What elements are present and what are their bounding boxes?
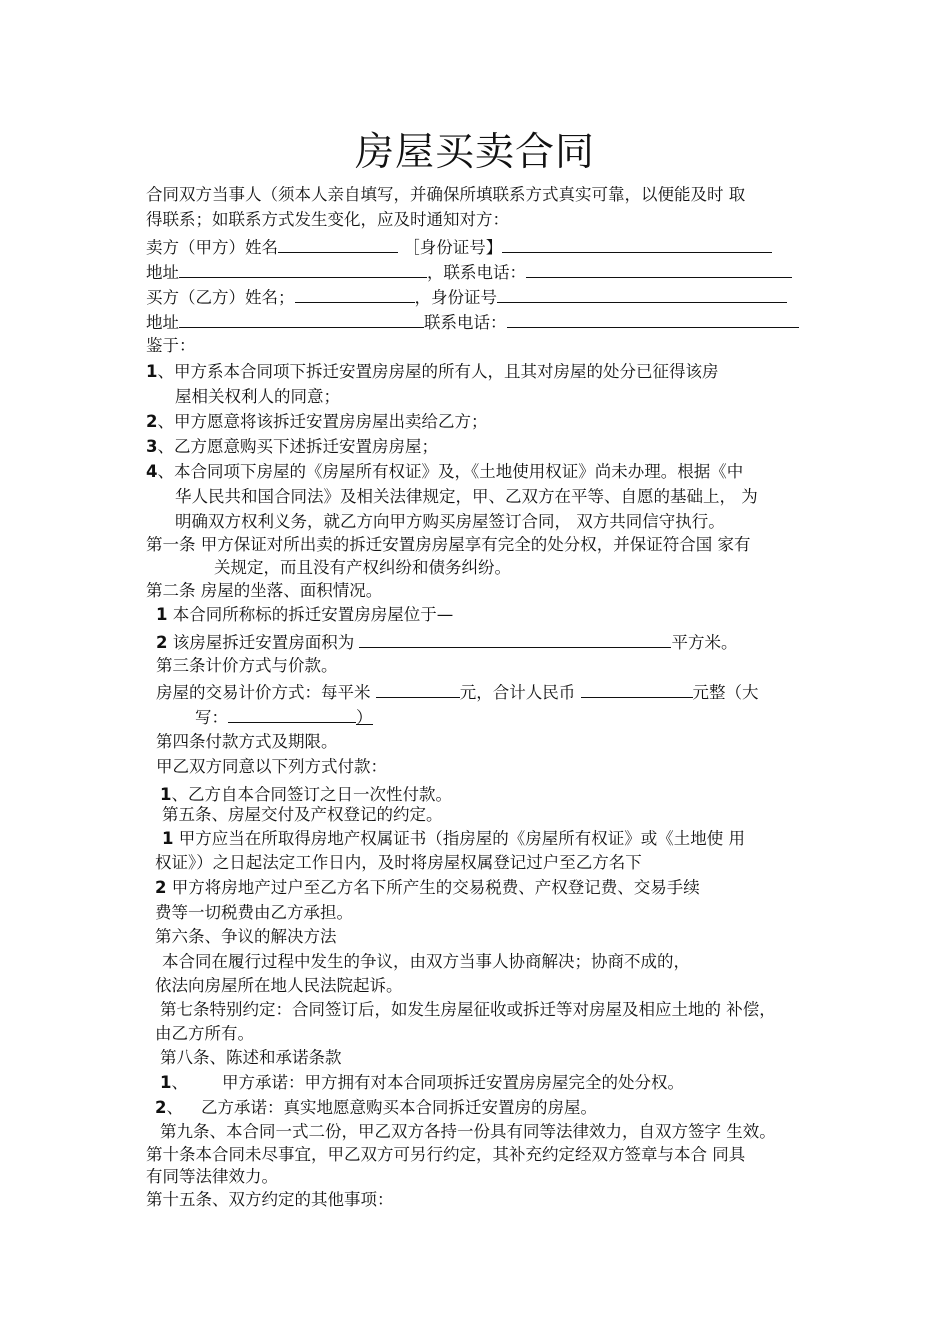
- article-5-item-1: [162, 828, 745, 850]
- whereas-item-2: [146, 411, 487, 433]
- item-text: 、甲方愿意将该拆迁安置房房屋出卖给乙方；: [157, 412, 488, 431]
- phone-label: 联系电话：: [424, 313, 507, 332]
- item-number: 4: [146, 462, 158, 481]
- article-2: 第二条 房屋的坐落、面积情况。: [146, 581, 383, 600]
- seller-name-label: 卖方（甲方）姓名: [146, 238, 278, 257]
- whereas-item-1-cont: 屋相关权利人的同意；: [175, 387, 340, 406]
- item-text: 该房屋拆迁安置房面积为: [172, 633, 355, 652]
- seller-phone-field[interactable]: [526, 260, 792, 278]
- item-number: 1: [156, 605, 168, 624]
- item-number: 2: [155, 1098, 167, 1117]
- intro-line-2: 得联系；如联系方式发生变化，应及时通知对方：: [146, 210, 509, 229]
- item-text: 甲方将房地产过户至乙方名下所产生的交易税费、产权登记费、交易手续: [171, 878, 700, 897]
- contract-title: 房屋买卖合同: [354, 130, 595, 175]
- item-number: 1: [146, 362, 158, 381]
- article-1: 第一条 甲方保证对所出卖的拆迁安置房房屋享有完全的处分权，并保证符合国 家有: [146, 535, 751, 554]
- area-field[interactable]: [359, 630, 671, 648]
- whereas-heading: 鉴于：: [146, 336, 196, 355]
- item-text: 乙方承诺：真实地愿意购买本合同拆迁安置房的房屋。: [200, 1098, 597, 1117]
- seller-address-line: [146, 260, 792, 284]
- item-sep: 、: [171, 1073, 188, 1092]
- capital-amount-field[interactable]: [228, 705, 356, 723]
- article-5-item-1-cont: 权证》）之日起法定工作日内，及时将房屋权属登记过户至乙方名下: [155, 853, 642, 872]
- article-5-item-2-cont: 费等一切税费由乙方承担。: [155, 903, 353, 922]
- item-number: 1: [162, 829, 174, 848]
- article-5: 第五条、房屋交付及产权登记的约定。: [162, 805, 443, 824]
- total-suffix: 元整（大: [692, 683, 759, 702]
- item-sep: 、: [166, 1098, 183, 1117]
- item-number: 2: [146, 412, 158, 431]
- buyer-line: [146, 285, 787, 309]
- article-3-price-line: [156, 680, 759, 704]
- article-8-item-2: [155, 1097, 597, 1119]
- item-number: 1: [160, 1073, 172, 1092]
- article-4-item-1: [160, 784, 452, 806]
- item-text: 本合同所称标的拆迁安置房房屋位于—: [172, 605, 454, 624]
- article-5-item-2: [155, 877, 700, 899]
- article-8: 第八条、陈述和承诺条款: [160, 1048, 342, 1067]
- article-3: 第三条计价方式与价款。: [156, 656, 338, 675]
- buyer-id-label: ，身份证号: [414, 288, 497, 307]
- seller-address-field[interactable]: [179, 260, 427, 278]
- item-text: 、本合同项下房屋的《房屋所有权证》及，《土地使用权证》尚未办理。根据《中: [157, 462, 744, 481]
- article-2-item-2: [156, 630, 737, 654]
- article-10: 第十条本合同未尽事宜，甲乙双方可另行约定，其补充约定经双方签章与本合 同具: [146, 1145, 746, 1164]
- total-label: 元，合计人民币: [459, 683, 576, 702]
- unit-price-field[interactable]: [376, 680, 460, 698]
- item-text: 、甲方系本合同项下拆迁安置房房屋的所有人，且其对房屋的处分已征得该房: [157, 362, 719, 381]
- item-text: 、乙方愿意购买下述拆迁安置房房屋；: [157, 437, 438, 456]
- article-4: 第四条付款方式及期限。: [156, 732, 338, 751]
- item-number: 3: [146, 437, 158, 456]
- article-10-cont: 有同等法律效力。: [146, 1167, 278, 1186]
- buyer-name-field[interactable]: [295, 285, 415, 303]
- item-text: 甲方承诺：甲方拥有对本合同项拆迁安置房房屋完全的处分权。: [221, 1073, 684, 1092]
- item-text: 、乙方自本合同签订之日一次性付款。: [171, 785, 452, 804]
- whereas-item-3: [146, 436, 438, 458]
- buyer-phone-field[interactable]: [507, 310, 799, 328]
- article-7-cont: 由乙方所有。: [155, 1024, 254, 1043]
- item-text: 甲方应当在所取得房地产权属证书（指房屋的《房屋所有权证》或《土地使 用: [178, 829, 745, 848]
- article-6-line-1: 本合同在履行过程中发生的争议，由双方当事人协商解决；协商不成的，: [162, 952, 690, 971]
- seller-id-label: ［身份证号】: [403, 238, 503, 257]
- buyer-address-line: [146, 310, 799, 334]
- whereas-item-1: [146, 361, 718, 383]
- article-3-capital-line: [195, 705, 373, 729]
- article-9: 第九条、本合同一式二份，甲乙双方各持一份具有同等法律效力，自双方签字 生效。: [160, 1122, 776, 1141]
- whereas-item-4-cont-1: 华人民共和国合同法》及相关法律规定，甲、乙双方在平等、自愿的基础上， 为: [175, 487, 758, 506]
- item-number: 2: [155, 878, 167, 897]
- unit-price-label: 房屋的交易计价方式：每平米: [156, 683, 371, 702]
- seller-line: [146, 235, 772, 259]
- article-6-line-2: 依法向房屋所在地人民法院起诉。: [155, 976, 403, 995]
- seller-name-field[interactable]: [278, 235, 398, 253]
- total-price-field[interactable]: [581, 680, 693, 698]
- intro-line-1: 合同双方当事人（须本人亲自填写，并确保所填联系方式真实可靠，以便能及时 取: [146, 185, 746, 204]
- capital-label: 写：: [195, 708, 228, 727]
- item-number: 2: [156, 633, 168, 652]
- article-8-item-1: [160, 1072, 684, 1094]
- article-4-line-1: 甲乙双方同意以下列方式付款：: [156, 757, 387, 776]
- whereas-item-4-cont-2: 明确双方权利义务，就乙方向甲方购买房屋签订合同， 双方共同信守执行。: [175, 512, 725, 531]
- seller-id-field[interactable]: [502, 235, 772, 253]
- article-1-cont: 关规定，而且没有产权纠纷和债务纠纷。: [214, 558, 511, 577]
- article-7: 第七条特别约定：合同签订后，如发生房屋征收或拆迁等对房屋及相应土地的 补偿，: [160, 1000, 776, 1019]
- article-6: 第六条、争议的解决方法: [155, 927, 337, 946]
- address-label: 地址: [146, 263, 179, 282]
- buyer-name-label: 买方（乙方）姓名；: [146, 288, 295, 307]
- phone-label: ，联系电话：: [427, 263, 526, 282]
- address-label: 地址: [146, 313, 179, 332]
- whereas-item-4: [146, 461, 743, 483]
- article-15: 第十五条、双方约定的其他事项：: [146, 1190, 394, 1209]
- buyer-address-field[interactable]: [179, 310, 424, 328]
- item-number: 1: [160, 785, 172, 804]
- capital-close-paren: ）: [356, 708, 373, 727]
- area-unit: 平方米。: [671, 633, 738, 652]
- buyer-id-field[interactable]: [497, 285, 787, 303]
- article-2-item-1: [156, 604, 453, 626]
